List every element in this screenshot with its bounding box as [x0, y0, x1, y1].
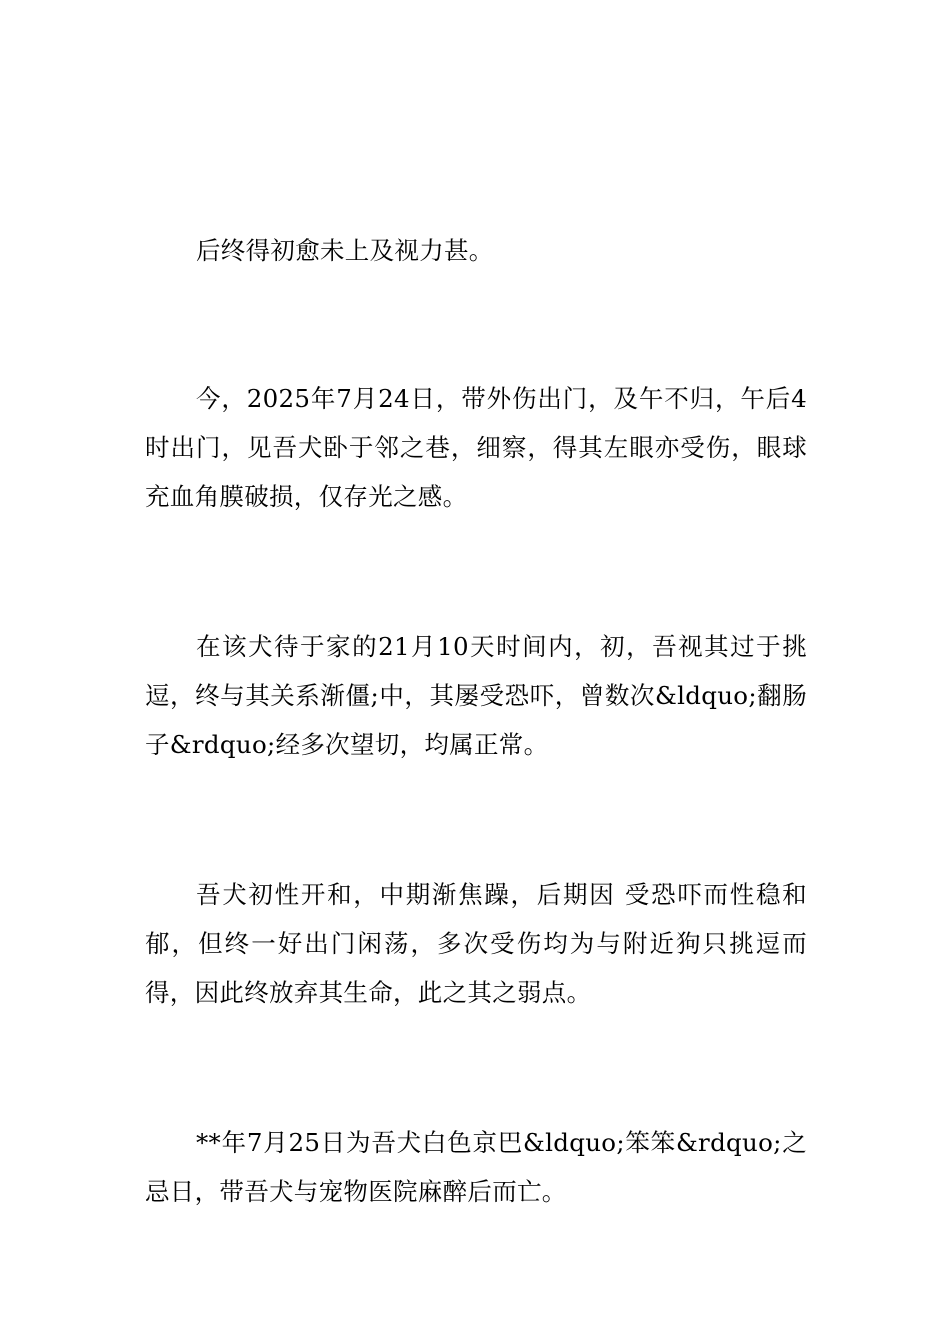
paragraph-4: 吾犬初性开和，中期渐焦躁，后期因 受恐吓而性稳和郁，但终一好出门闲荡，多次受伤均为与附近狗只挑逗而得，因此终放弃其生命，此之其之弱点。: [145, 880, 807, 1007]
paragraph-2: 今，2025年7月24日，带外伤出门，及午不归，午后4时出门，见吾犬卧于邻之巷，细察，得其左眼亦受伤，眼球充血角膜破损，仅存光之感。: [145, 384, 807, 511]
paragraph-5: **年7月25日为吾犬白色京巴&ldquo;笨笨&rdquo;之忌日，带吾犬与宠物医院麻醉后而亡。: [145, 1128, 807, 1206]
paragraph-1: 后终得初愈未上及视力甚。: [196, 236, 494, 265]
paragraph-3: 在该犬待于家的21月10天时间内，初，吾视其过于挑逗，终与其关系渐僵;中，其屡受恐吓，曾数次&ldquo;翻肠子&rdquo;经多次望切，均属正常。: [145, 632, 807, 759]
